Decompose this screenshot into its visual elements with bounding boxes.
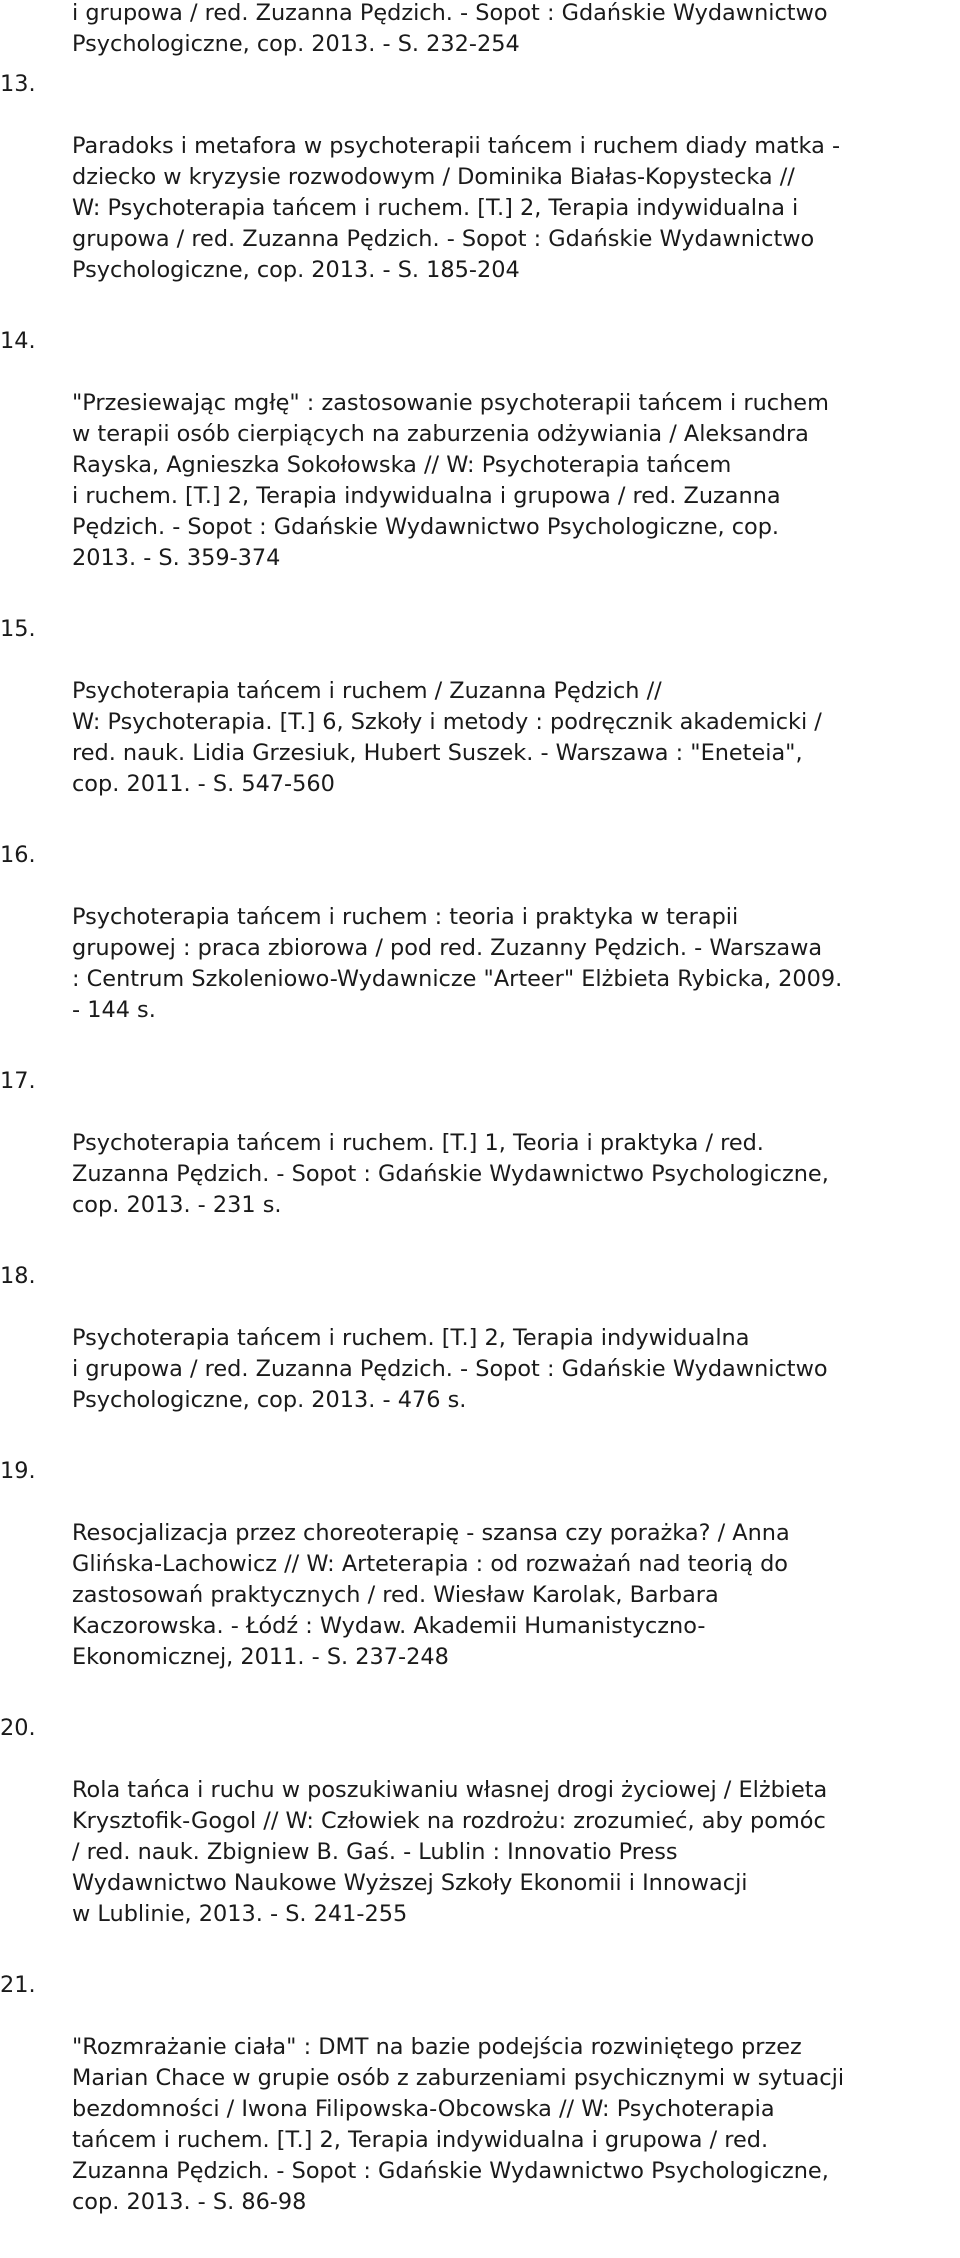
entry-number: 15. [0, 616, 36, 642]
continued-entry-text: i grupowa / red. Zuzanna Pędzich. - Sopot : Gdańskie Wydawnictwo Psychologiczne, cop. 2013. - S. 232-254 [72, 0, 828, 57]
bibliography-entry-19 [0, 1456, 960, 1704]
bibliography-entry-20 [0, 1713, 960, 1961]
entry-text: Psychoterapia tańcem i ruchem : teoria i praktyka w terapii grupowej : praca zbiorowa / pod red. Zuzanny Pędzich. - Warszawa : Centrum Szkoleniowo-Wydawnicze "Arteer" Elżbieta Rybicka, 2009. - 144 s. [72, 904, 843, 1023]
entry-number: 18. [0, 1263, 36, 1289]
entry-number: 21. [0, 1972, 36, 1998]
bibliography-entry-17 [0, 1066, 960, 1252]
entry-text: Psychoterapia tańcem i ruchem. [T.] 1, Teoria i praktyka / red. Zuzanna Pędzich. - Sopot : Gdańskie Wydawnictwo Psychologiczne, cop. 2013. - 231 s. [72, 1130, 829, 1218]
entry-text: Psychoterapia tańcem i ruchem. [T.] 2, Terapia indywidualna i grupowa / red. Zuzanna Pędzich. - Sopot : Gdańskie Wydawnictwo Psychologiczne, cop. 2013. - 476 s. [72, 1325, 828, 1413]
entry-number: 16. [0, 842, 36, 868]
entry-text: Resocjalizacja przez choreoterapię - szansa czy porażka? / Anna Glińska-Lachowicz // W: Arteterapia : od rozważań nad teorią do zastosowań praktycznych / red. Wiesław Karolak, Barbara Kaczorowska. - Łódź : Wydaw. Akademii Humanistyczno- Ekonomicznej, 2011. - S. 237-248 [72, 1520, 790, 1670]
bibliography-entry-15 [0, 614, 960, 831]
entry-text: "Rozmrażanie ciała" : DMT na bazie podejścia rozwiniętego przez Marian Chace w grupie osób z zaburzeniami psychicznymi w sytuacji bezdomności / Iwona Filipowska-Obcowska // W: Psychoterapia tańcem i ruchem. [T.] 2, Terapia indywidualna i grupowa / red. Zuzanna Pędzich. - Sopot : Gdańskie Wydawnictwo Psychologiczne, cop. 2013. - S. 86-98 [72, 2034, 845, 2215]
entry-number: 17. [0, 1068, 36, 1094]
bibliography-entry-13 [0, 69, 960, 317]
bibliography-entry-21 [0, 1970, 960, 2249]
bibliography-entry-14 [0, 326, 960, 605]
bibliography-entry-16 [0, 840, 960, 1057]
entry-number: 19. [0, 1458, 36, 1484]
entry-text: Rola tańca i ruchu w poszukiwaniu własnej drogi życiowej / Elżbieta Krysztofik-Gogol // W: Człowiek na rozdrożu: zrozumieć, aby pomóc / red. nauk. Zbigniew B. Gaś. - Lublin : Innovatio Press Wydawnictwo Naukowe Wyższej Szkoły Ekonomii i Innowacji w Lublinie, 2013. - S. 241-255 [72, 1777, 828, 1927]
bibliography-entry-18 [0, 1261, 960, 1447]
entry-text: Paradoks i metafora w psychoterapii tańcem i ruchem diady matka - dziecko w kryzysie rozwodowym / Dominika Białas-Kopystecka // W: Psychoterapia tańcem i ruchem. [T.] 2, Terapia indywidualna i grupowa / red. Zuzanna Pędzich. - Sopot : Gdańskie Wydawnictwo Psychologiczne, cop. 2013. - S. 185-204 [72, 133, 841, 283]
entry-number: 20. [0, 1715, 36, 1741]
entry-number: 13. [0, 71, 36, 97]
entry-number: 14. [0, 328, 36, 354]
entry-text: Psychoterapia tańcem i ruchem / Zuzanna Pędzich // W: Psychoterapia. [T.] 6, Szkoły i metody : podręcznik akademicki / red. nauk. Lidia Grzesiuk, Hubert Suszek. - Warszawa : "Eneteia", cop. 2011. - S. 547-560 [72, 678, 822, 797]
entry-text: "Przesiewając mgłę" : zastosowanie psychoterapii tańcem i ruchem w terapii osób cierpiących na zaburzenia odżywiania / Aleksandra Rayska, Agnieszka Sokołowska // W: Psychoterapia tańcem i ruchem. [T.] 2, Terapia indywidualna i grupowa / red. Zuzanna Pędzich. - Sopot : Gdańskie Wydawnictwo Psychologiczne, cop. 2013. - S. 359-374 [72, 390, 829, 571]
